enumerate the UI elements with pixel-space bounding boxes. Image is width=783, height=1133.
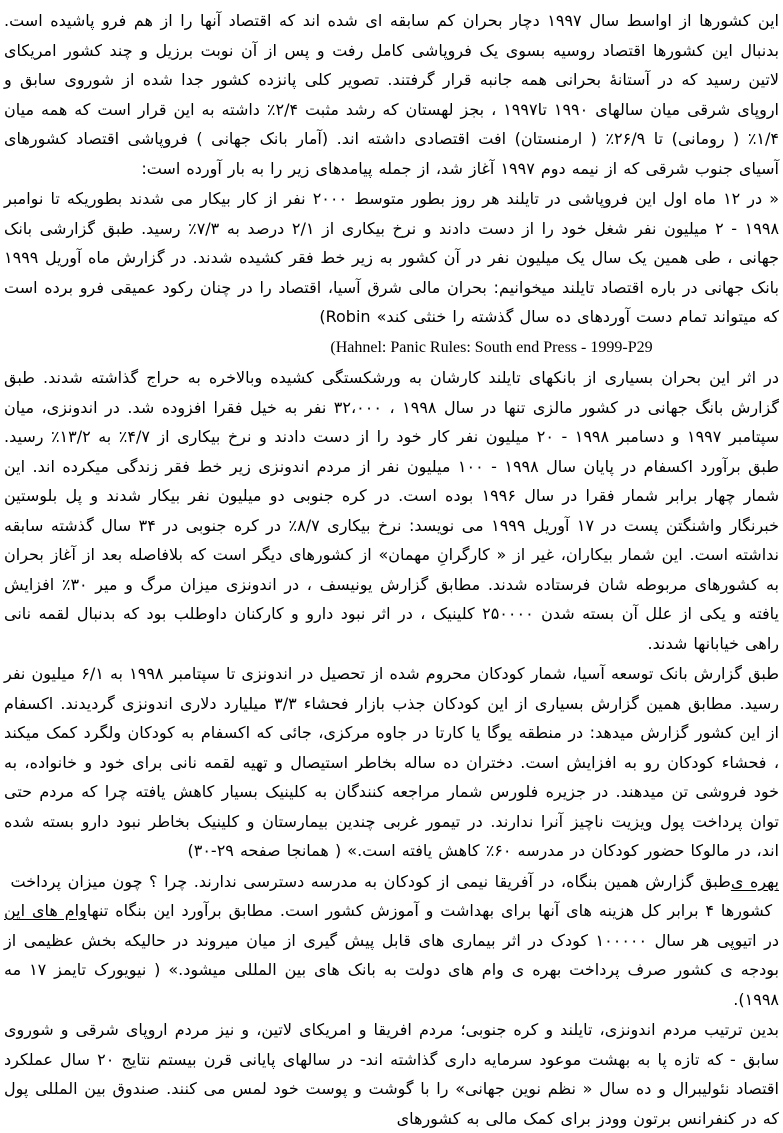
paragraph-5 (4, 867, 779, 1015)
paragraph-5-text-before: طبق گزارش همین بنگاه، در آفریقا نیمی از کودکان به مدرسه دسترسی ندارند. چرا ؟ چون میزان پرداخت (4, 871, 731, 891)
paragraph-4: طبق گزارش بانک توسعه آسیا، شمار کودکان محروم شده از تحصیل در اندونزی تا سپتامبر ۱۹۹۸ به ۶/۱ میلیون نفر رسید. مطابق همین گزارش بسیاری از این کودکان جذب بازار فحشاء ۳/۳ میلیارد دلاری اندونزی گردیدند. اکسفام از این کشور گزارش میدهد: در منطقه یوگا یا کارتا در جاوه مرکزی، جائی که اکسفام به کودکان ولگرد کمک میکند ، فحشاء کودکان رو به افزایش است. دختران ده ساله بخاطر استیصال و تهیه لقمه نانی برای خود و خانواده، به خود فروشی تن میدهند. در جزیره فلورس شمار مراجعه کنندگان به کلینیک بسیار کاهش یافته چرا که مردم حتی توان پرداخت پول ویزیت ناچیز آنرا ندارند. در تیمور غربی چندین بیمارستان و کلینیک بخاطر نبود دارو بسته شده اند، در مالوکا حضور کودکان در مدرسه ۶۰٪ کاهش یافته است.» ( همانجا صفحه ۲۹-۳۰) (4, 664, 779, 860)
underlined-phrase: بهره ی وام های این (4, 871, 779, 920)
citation-line: (Hahnel: Panic Rules: South end Press - 1999-P29 (330, 338, 653, 356)
paragraph-2: « در ۱۲ ماه اول این فروپاشی در تایلند هر روز بطور متوسط ۲۰۰۰ نفر از کار بیکار می شدند بطوریکه تا نوامبر ۱۹۹۸ - ۲ میلیون نفر شغل خود را از دست دادند و نرخ بیکاری از ۲/۱ درصد به ۷/۳٪ رسید. طبق گزارشی بانک جهانی ، طی همین یک سال یک میلیون نفر در آن کشور به زیر خط فقر کشیده شدند. در گزارش ماه آوریل ۱۹۹۹ بانک جهانی در باره اقتصاد تایلند میخوانیم: بحران مالی شرق آسیا، اقتصاد را در چنان رکود عمیقی فرو برده است که میتواند تمام دست آوردهای ده سال گذشته را خنثی کند» ‎(Robin (4, 189, 780, 326)
paragraph-1: این کشورها از اواسط سال ۱۹۹۷ دچار بحران کم سابقه ای شده اند که اقتصاد آنها را از هم فرو پاشیده است. بدنبال این کشورها اقتصاد روسیه بسوی یک فروپاشی کامل رفت و پس از آن نوبت برزیل و چند کشور امریکای لاتین رسید که در آستانهٔ بحرانی همه جانبه قرار گرفتند. تصویر کلی پانزده کشور جدا شده از شوروی سابق و اروپای شرقی میان سالهای ۱۹۹۰ تا۱۹۹۷ ، بجز لهستان که رشد مثبت ۲/۴٪ داشته به این قرار است که همه میان ۱/۴٪ ( رومانی) تا ۲۶/۹٪ ( ارمنستان) افت اقتصادی داشته اند. (آمار بانک جهانی ) فروپاشی اقتصاد کشورهای آسیای جنوب شرقی که از نیمه دوم ۱۹۹۷ آغاز شد، از جمله پیامدهای زیر را به بار آورده است: (4, 11, 779, 178)
paragraph-5-text-after: کشورها ۴ برابر کل هزینه های آنها برای بهداشت و آموزش کشور است. مطابق برآورد این بنگاه تنها در اتیوپی هر سال ۱۰۰۰۰۰ کودک در اثر بیماری های قابل پیش گیری از میان میروند در حالیکه بخش عظیمی از بودجه ی کشور صرف پرداخت بهره ی وام های دولت به بانک های بین المللی میشود.» ( نیویورک تایمز ۱۷ مه ۱۹۹۸). (4, 901, 780, 1009)
paragraph-6: بدین ترتیب مردم اندونزی، تایلند و کره جنوبی؛ مردم افریقا و امریکای لاتین، و نیز مردم اروپای شرقی و شوروی سابق - که تازه پا به بهشت موعود سرمایه داری گذاشته اند- در سالهای پایانی قرن بیستم نتایج ۲۰ سال عملکرد اقتصاد نئولیبرال و ده سال « نظم نوین جهانی» را با گوشت و پوست خود لمس می کنند. صندوق بین المللی پول که در کنفرانس برتون وودز برای کمک مالی به کشورهای (4, 1020, 779, 1128)
paragraph-3: در اثر این بحران بسیاری از بانکهای تایلند کارشان به ورشکستگی کشیده وبالاخره به حراج گذاشته شدند. طبق گزارش بانگ جهانی در کشور مالزی تنها در سال ۱۹۹۸ ، ۳۲،۰۰۰ نفر به خیل فقرا افزوده شد. در اندونزی، میان سپتامبر ۱۹۹۷ و دسامبر ۱۹۹۸ - ۲۰ میلیون نفر کار خود را از دست دادند و نرخ بیکاری از ۴/۷٪ به ۱۳/۲٪ رسید. طبق برآورد اکسفام در پایان سال ۱۹۹۸ - ۱۰۰ میلیون نفر از مردم اندونزی زیر خط فقر زندگی میکرده اند. این شمار چهار برابر شمار فقرا در سال ۱۹۹۶ بوده است. در کره جنوبی دو میلیون نفر بیکار شدند و پل بلوستین خبرنگار واشنگتن پست در ۱۷ آوریل ۱۹۹۹ می نویسد: نرخ بیکاری ۸/۷٪ در کره جنوبی در ۳۴ سال گذشته سابقه نداشته است. این شمار بیکاران، غیر از « کارگرانِ مهمان» از کشورهای دیگر است که بلافاصله بعد از آغاز بحران به کشورهای مربوطه شان فرستاده شدند. مطابق گزارش یونیسف ، در اندونزی میزان مرگ و میر ۳۰٪ افزایش یافته و یکی از علل آن بسته شدن ۲۵۰۰۰۰ کلینیک ، در اثر نبود دارو و کارکنان داوطلب بود که بدنبال لقمه نانی راهی خیابانها شدند. (4, 368, 780, 653)
